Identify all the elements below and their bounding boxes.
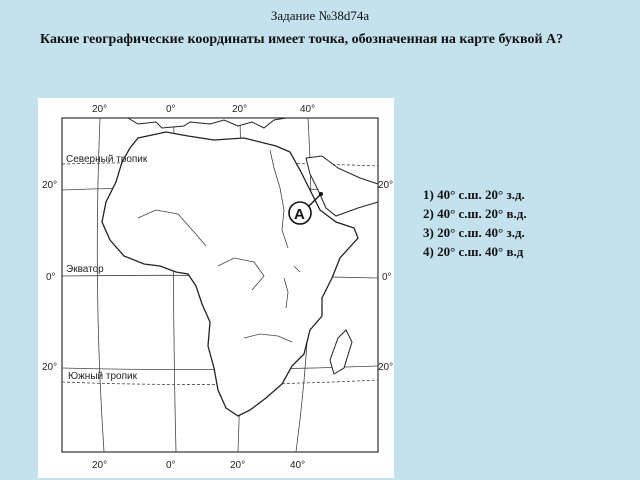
north-tropic-label: Северный тропик xyxy=(66,154,148,165)
bottom-label-0: 0° xyxy=(166,460,176,471)
point-a-label: А xyxy=(294,206,305,223)
right-label-0: 0° xyxy=(382,272,392,283)
left-label-20n: 20° xyxy=(42,180,58,191)
answer-list xyxy=(423,185,527,261)
answer-option-4[interactable]: 4) 20° с.ш. 40° в.д xyxy=(423,244,524,259)
meridian-20w xyxy=(97,118,104,452)
bottom-label-20e: 20° xyxy=(230,460,246,471)
left-label-20s: 20° xyxy=(42,362,58,373)
right-label-20n: 20° xyxy=(378,180,394,191)
top-label-40e: 40° xyxy=(300,104,316,115)
top-label-20w: 20° xyxy=(92,104,108,115)
top-label-20e: 20° xyxy=(232,104,248,115)
answer-option-3[interactable]: 3) 20° с.ш. 40° з.д. xyxy=(423,225,525,240)
equator-label: Экватор xyxy=(66,264,104,275)
answer-option-2[interactable]: 2) 40° с.ш. 20° в.д. xyxy=(423,206,527,221)
south-tropic-label: Южный тропик xyxy=(68,371,137,382)
bottom-label-20w: 20° xyxy=(92,460,108,471)
question-text: Какие географические координаты имеет точка, обозначенная на карте буквой А? xyxy=(40,32,564,47)
top-label-0: 0° xyxy=(166,104,176,115)
right-label-20s: 20° xyxy=(378,362,394,373)
task-title: Задание №38d74a xyxy=(270,8,370,23)
africa-map xyxy=(38,98,394,478)
point-a-dot xyxy=(319,192,323,196)
left-label-0: 0° xyxy=(46,272,56,283)
answer-option-1[interactable]: 1) 40° с.ш. 20° з.д. xyxy=(423,187,525,202)
europe-shape xyxy=(128,118,286,128)
bottom-label-40e: 40° xyxy=(290,460,306,471)
